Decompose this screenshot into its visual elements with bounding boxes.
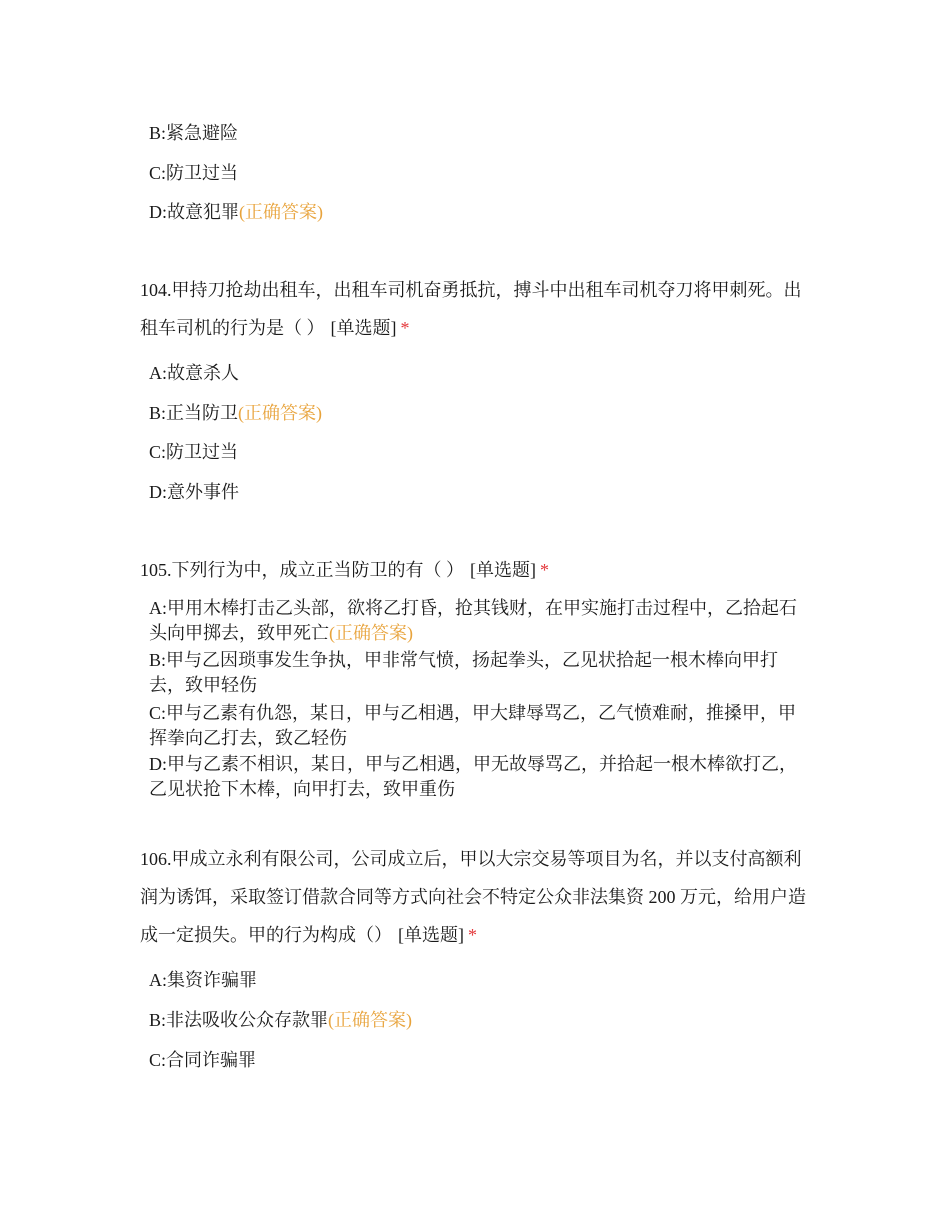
correct-answer-marker: (正确答案) <box>329 623 413 643</box>
required-asterisk: * <box>400 318 410 338</box>
option-text: C:甲与乙素有仇怨，某日，甲与乙相遇，甲大肆辱骂乙，乙气愤难耐，推搡甲，甲挥拳向乙打去，致乙轻伤 <box>149 703 797 748</box>
option-text: B:甲与乙因琐事发生争执，甲非常气愤，扬起拳头，乙见状拾起一根木棒向甲打去，致甲轻伤 <box>149 650 779 695</box>
q104-option-d <box>149 480 239 504</box>
option-text: B:非法吸收公众存款罪 <box>149 1010 329 1030</box>
question-105-title <box>140 551 815 589</box>
option-text: D:意外事件 <box>149 482 239 502</box>
q104-option-a <box>149 361 239 385</box>
option-text: A:集资诈骗罪 <box>149 970 257 990</box>
option-text: A:故意杀人 <box>149 363 239 383</box>
question-type: [单选题] <box>398 925 464 945</box>
correct-answer-marker: (正确答案) <box>328 1010 413 1030</box>
q105-option-a <box>149 596 809 646</box>
question-text: 104.甲持刀抢劫出租车，出租车司机奋勇抵抗，搏斗中出租车司机夺刀将甲刺死。出租车司机的行为是（ ） <box>140 280 802 338</box>
q104-option-c <box>149 440 238 464</box>
option-text: C:合同诈骗罪 <box>149 1050 257 1070</box>
question-106-title <box>140 840 815 954</box>
q106-option-b <box>149 1008 412 1032</box>
q105-option-d <box>149 752 809 802</box>
required-asterisk: * <box>468 925 477 945</box>
q106-option-c <box>149 1048 256 1072</box>
required-asterisk: * <box>540 560 549 580</box>
option-text: C:防卫过当 <box>149 163 239 183</box>
q105-option-c <box>149 701 809 751</box>
option-text: C:防卫过当 <box>149 442 239 462</box>
q103-option-c <box>149 161 238 185</box>
q103-option-d <box>149 200 323 224</box>
q103-option-b <box>149 121 238 145</box>
option-text: D:故意犯罪 <box>149 202 239 222</box>
option-text: B:紧急避险 <box>149 123 239 143</box>
question-type: [单选题] <box>470 560 536 580</box>
option-text: D:甲与乙素不相识，某日，甲与乙相遇，甲无故辱骂乙，并拾起一根木棒欲打乙，乙见状抢下木棒，向甲打去，致甲重伤 <box>149 754 797 799</box>
q105-option-b <box>149 648 809 698</box>
q106-option-a <box>149 968 257 992</box>
correct-answer-marker: (正确答案) <box>239 202 323 222</box>
question-type: [单选题] <box>330 318 397 338</box>
option-text: B:正当防卫 <box>149 403 239 423</box>
q104-option-b <box>149 401 322 425</box>
question-text: 106.甲成立永利有限公司，公司成立后，甲以大宗交易等项目为名，并以支付高额利润为诱饵，采取签订借款合同等方式向社会不特定公众非法集资 200 万元，给用户造成一定损失。甲的行为构成（） <box>140 849 806 945</box>
question-104-title <box>140 271 815 347</box>
option-text: A:甲用木棒打击乙头部，欲将乙打昏，抢其钱财，在甲实施打击过程中，乙拾起石头向甲掷去，致甲死亡 <box>149 598 797 643</box>
correct-answer-marker: (正确答案) <box>238 403 323 423</box>
question-text: 105.下列行为中，成立正当防卫的有（ ） <box>140 560 464 580</box>
